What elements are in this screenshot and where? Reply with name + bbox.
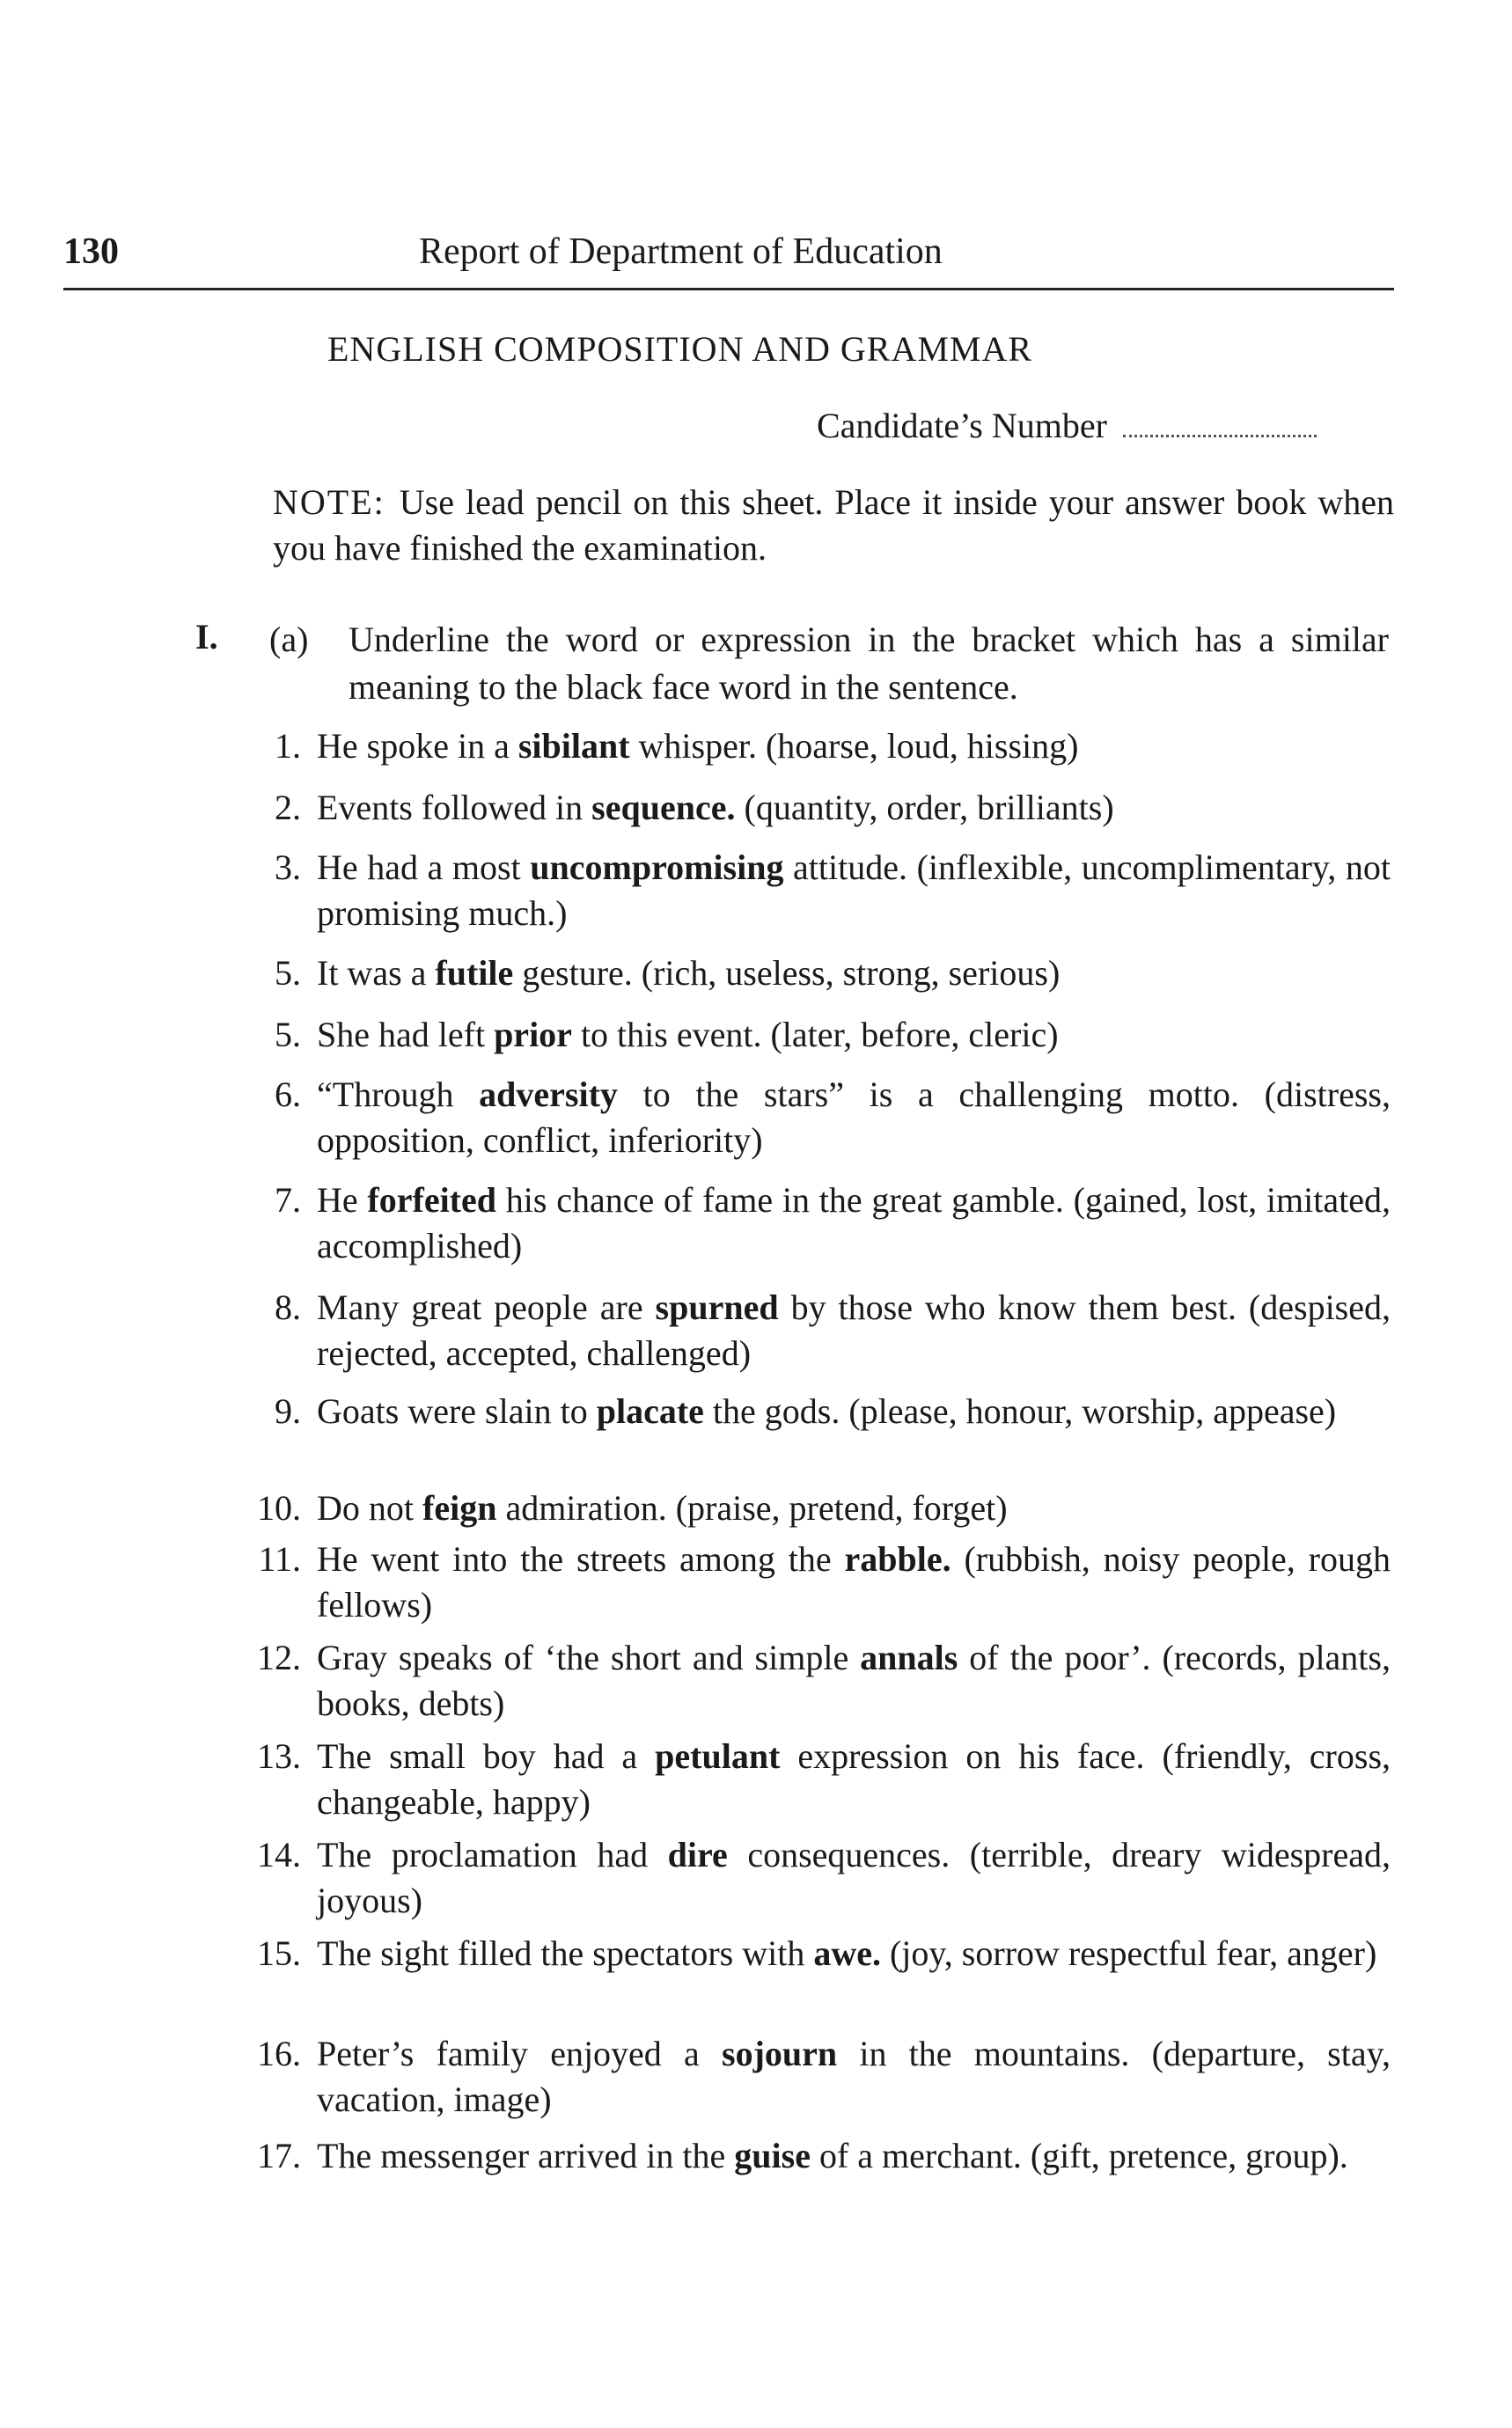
page-number: 130 [63, 231, 119, 272]
question-number: 3. [275, 847, 301, 887]
question-item [257, 1485, 1391, 1531]
question-number: 13. [257, 1736, 301, 1776]
question-text [317, 1389, 1391, 1434]
question-number: 8. [275, 1287, 301, 1327]
question-text-before: Goats were slain to [317, 1391, 597, 1431]
black-face-word: dire [667, 1835, 728, 1874]
question-text-after: admiration. (praise, pretend, forget) [496, 1488, 1008, 1528]
section-instruction [269, 616, 1389, 711]
question-item [257, 1635, 1391, 1727]
question-text-after: to the stars” is a challenging motto. (distress, opposition, conflict, inferiority) [317, 1075, 1391, 1160]
question-text-before: The messenger arrived in the [317, 2136, 735, 2175]
black-face-word: uncompromising [530, 847, 784, 887]
question-text-after: (rubbish, noisy people, rough fellows) [317, 1539, 1391, 1625]
question-text [317, 845, 1391, 936]
question-text-after: by those who know them best. (despised, rejected, accepted, challenged) [317, 1287, 1391, 1373]
question-number: 1. [275, 726, 301, 766]
question-text [317, 1485, 1391, 1531]
black-face-word: petulant [655, 1736, 781, 1776]
question-text [317, 1832, 1391, 1924]
question-number: 7. [275, 1180, 301, 1220]
black-face-word: feign [422, 1488, 497, 1528]
question-item [275, 1177, 1391, 1269]
question-text-before: Do not [317, 1488, 422, 1528]
question-item [275, 1012, 1391, 1058]
question-text-before: Many great people are [317, 1287, 656, 1327]
question-item [257, 1734, 1391, 1825]
question-item [257, 1931, 1391, 1977]
question-text [317, 1012, 1391, 1058]
question-number: 2. [275, 788, 301, 827]
black-face-word: adversity [479, 1075, 618, 1114]
question-number: 6. [275, 1075, 301, 1114]
question-text-after: of a merchant. (gift, pretence, group). [810, 2136, 1348, 2175]
question-text [317, 723, 1391, 769]
question-text-before: He spoke in a [317, 726, 518, 766]
candidate-number-label: Candidate’s Number [817, 406, 1107, 445]
question-text-after: gesture. (rich, useless, strong, serious) [513, 953, 1061, 993]
question-text-after: whisper. (hoarse, loud, hissing) [629, 726, 1079, 766]
question-text-after: (joy, sorrow respectful fear, anger) [880, 1933, 1377, 1973]
question-text-before: She had left [317, 1015, 495, 1054]
question-text-before: He went into the streets among the [317, 1539, 845, 1579]
question-text-before: Gray speaks of ‘the short and simple [317, 1638, 861, 1677]
question-number: 16. [257, 2034, 301, 2073]
question-text-after: attitude. (inflexible, uncomplimentary, not promising much.) [317, 847, 1391, 933]
header-rule [63, 288, 1394, 290]
question-text [317, 2133, 1391, 2179]
question-text-after: of the poor’. (records, plants, books, debts) [317, 1638, 1391, 1723]
question-number: 5. [275, 953, 301, 993]
black-face-word: sequence. [591, 788, 736, 827]
question-number: 9. [275, 1391, 301, 1431]
question-text-after: to this event. (later, before, cleric) [571, 1015, 1059, 1054]
question-text [317, 1537, 1391, 1628]
question-text [317, 2031, 1391, 2123]
candidate-number-blank [1123, 428, 1317, 437]
instruction-text: Underline the word or expression in the bracket which has a similar meaning to the black face word in the sentence. [349, 620, 1389, 707]
question-text-before: He [317, 1180, 368, 1220]
question-text [317, 785, 1391, 831]
question-text [317, 1072, 1391, 1163]
question-text-after: the gods. (please, honour, worship, appease) [703, 1391, 1337, 1431]
black-face-word: awe. [813, 1933, 881, 1973]
question-item [275, 950, 1391, 996]
question-item [257, 2133, 1391, 2179]
question-number: 5. [275, 1015, 301, 1054]
running-head: Report of Department of Education [419, 231, 943, 272]
question-text [317, 1285, 1391, 1376]
question-text-before: The sight filled the spectators with [317, 1933, 814, 1973]
question-text [317, 950, 1391, 996]
black-face-word: rabble. [844, 1539, 951, 1579]
black-face-word: sibilant [517, 726, 630, 766]
question-text-before: Events followed in [317, 788, 592, 827]
section-number: I. [195, 617, 218, 657]
black-face-word: futile [435, 953, 514, 993]
black-face-word: placate [596, 1391, 704, 1431]
question-item [275, 723, 1391, 769]
question-item [275, 1072, 1391, 1163]
note-text: Use lead pencil on this sheet. Place it inside your answer book when you have finished the examination. [273, 482, 1394, 568]
question-number: 10. [257, 1488, 301, 1528]
question-item [275, 845, 1391, 936]
question-text-before: He had a most [317, 847, 531, 887]
question-number: 17. [257, 2136, 301, 2175]
question-text [317, 1931, 1391, 1977]
question-item [258, 1537, 1391, 1628]
note-label: NOTE: [273, 482, 385, 522]
question-text-before: The proclamation had [317, 1835, 668, 1874]
black-face-word: sojourn [722, 2034, 838, 2073]
question-number: 11. [258, 1539, 301, 1579]
question-text-after: his chance of fame in the great gamble. (gained, lost, imitated, accomplished) [317, 1180, 1391, 1265]
question-number: 12. [257, 1638, 301, 1677]
question-item [257, 1832, 1391, 1924]
question-number: 14. [257, 1835, 301, 1874]
black-face-word: prior [494, 1015, 572, 1054]
note [273, 480, 1394, 571]
black-face-word: forfeited [367, 1180, 497, 1220]
black-face-word: guise [734, 2136, 811, 2175]
question-text-after: in the mountains. (departure, stay, vacation, image) [317, 2034, 1391, 2119]
question-text [317, 1177, 1391, 1269]
black-face-word: annals [860, 1638, 958, 1677]
question-text-after: expression on his face. (friendly, cross, changeable, happy) [317, 1736, 1391, 1822]
question-text [317, 1635, 1391, 1727]
question-text-after: consequences. (terrible, dreary widespread, joyous) [317, 1835, 1391, 1920]
page-title: ENGLISH COMPOSITION AND GRAMMAR [327, 329, 1033, 369]
instruction-part-label: (a) [269, 620, 309, 659]
question-text-before: The small boy had a [317, 1736, 656, 1776]
question-text-after: (quantity, order, brilliants) [735, 788, 1114, 827]
black-face-word: spurned [655, 1287, 779, 1327]
question-item [275, 1389, 1391, 1434]
question-text-before: Peter’s family enjoyed a [317, 2034, 722, 2073]
question-text [317, 1734, 1391, 1825]
candidate-number-row [817, 405, 1317, 446]
question-item [257, 2031, 1391, 2123]
question-number: 15. [257, 1933, 301, 1973]
question-item [275, 785, 1391, 831]
question-item [275, 1285, 1391, 1376]
question-text-before: “Through [317, 1075, 480, 1114]
question-text-before: It was a [317, 953, 436, 993]
